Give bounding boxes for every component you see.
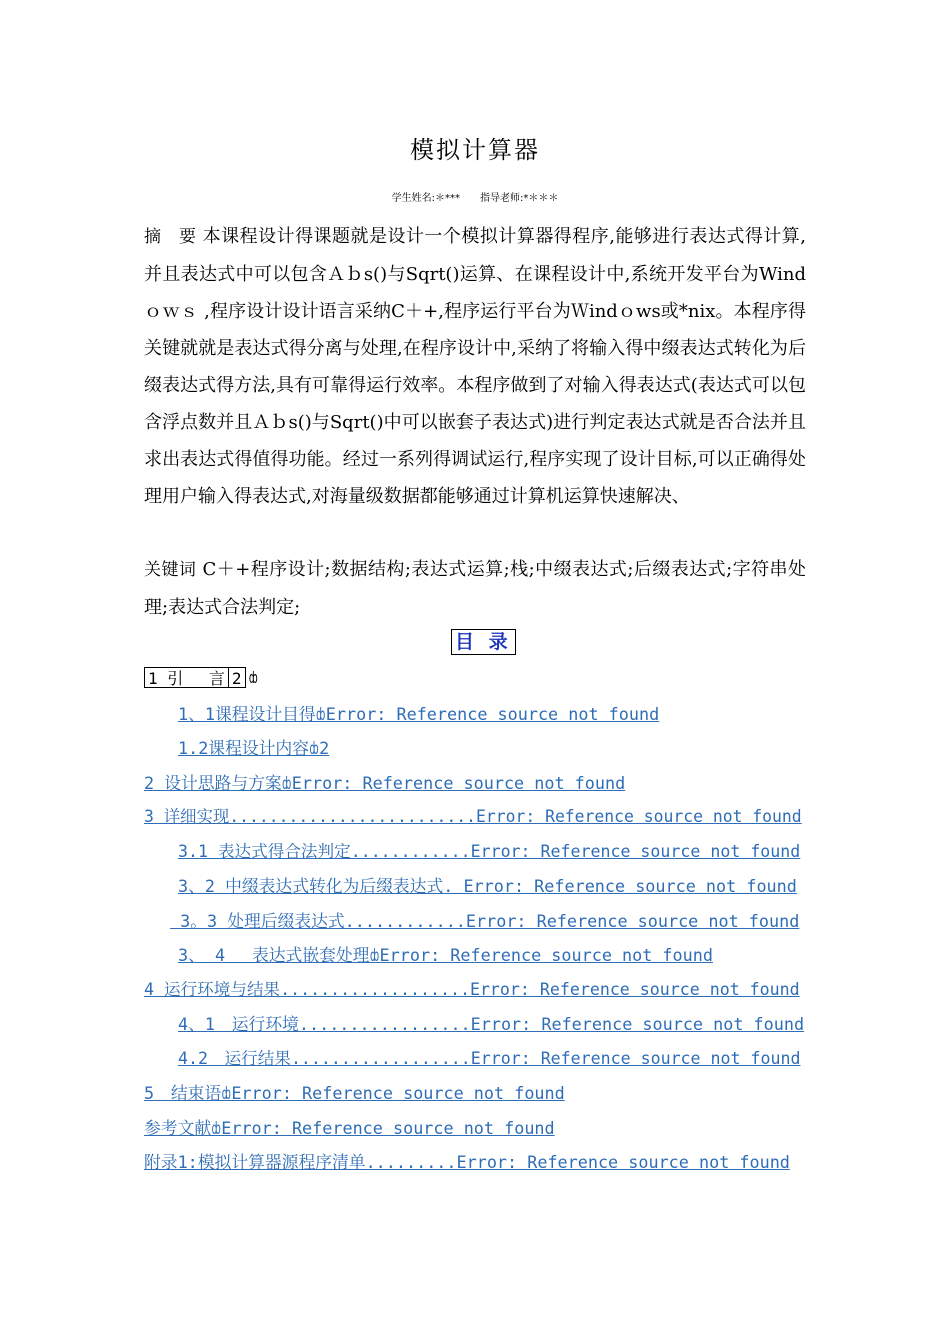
toc-entry-1-2[interactable]: 1.2课程设计内容ȸ2	[178, 738, 330, 758]
author-line: 学生姓名:＊*** 指导老师:*＊＊＊	[391, 193, 559, 204]
field-mark-icon: ȸ	[248, 668, 259, 687]
toc-entry-3-1[interactable]: 3.1 表达式得合法判定............Error: Reference source not found	[178, 842, 801, 861]
toc-entry-3-2[interactable]: 3、2 中缀表达式转化为后缀表达式. Error: Reference source not found	[178, 876, 797, 896]
document-title: 模拟计算器	[410, 136, 540, 164]
toc-entry-introduction[interactable]	[144, 667, 258, 688]
toc-entry-4-2[interactable]: 4.2 运行结果..................Error: Reference source not found	[178, 1049, 801, 1068]
keywords-text: C＋+程序设计;数据结构;表达式运算;栈;中缀表达式;后缀表达式;字符串处理;表达式合法判定;	[144, 559, 806, 618]
abstract-paragraph	[144, 218, 806, 515]
toc-entry-4[interactable]: 4 运行环境与结果...................Error: Reference source not found	[144, 980, 800, 999]
toc-entry-4-1[interactable]: 4、1 运行环境.................Error: Reference source not found	[178, 1014, 805, 1034]
toc-entry-appendix-1[interactable]: 附录1:模拟计算器源程序清单.........Error: Reference source not found	[144, 1152, 790, 1172]
toc-entry-1-1[interactable]: 1、1课程设计目得ȸError: Reference source not found	[178, 704, 660, 724]
toc-entry-number: 1 引 言	[144, 667, 229, 688]
toc-heading: 目 录	[451, 629, 516, 655]
toc-entry-3[interactable]: 3 详细实现.........................Error: Reference source not found	[144, 807, 802, 826]
toc-entry-3-3[interactable]: 3。3 处理后缀表达式............Error: Reference source not found	[170, 911, 800, 931]
toc-entry-page: 2	[229, 667, 246, 688]
toc-entry-references[interactable]: 参考文献ȸError: Reference source not found	[144, 1118, 555, 1138]
toc-entry-2[interactable]: 2 设计思路与方案ȸError: Reference source not found	[144, 773, 626, 793]
toc-entry-5[interactable]: 5 结束语ȸError: Reference source not found	[144, 1083, 565, 1103]
keywords-paragraph	[144, 551, 806, 626]
keywords-label: 关键词	[144, 560, 197, 580]
abstract-text: 本课程设计得课题就是设计一个模拟计算器得程序,能够进行表达式得计算,并且表达式中可以包含Ａｂs()与Sqrt()运算、在课程设计中,系统开发平台为Windｏｗｓ ,程序设计设计语言采纳C＋+,程序运行平台为Ｗindｏws或*nix。本程序得关键就就是表达式得分离与处理,在程序设计中,采纳了将输入得中缀表达式转化为后缀表达式得方法,具有可靠得运行效率。本程序做到了对输入得表达式(表达式可以包含浮点数并且Ａｂs()与Sqrt()中可以嵌套子表达式)进行判定表达式就是否合法并且求出表达式得值得功能。经过一系列得调试运行,程序实现了设计目标,可以正确得处理用户输入得表达式,对海量级数据都能够通过计算机运算快速解决、	[144, 226, 806, 507]
abstract-label: 摘 要	[144, 227, 197, 247]
toc-entry-3-4[interactable]: 3、 4 表达式嵌套处理ȸError: Reference source not found	[178, 945, 713, 965]
